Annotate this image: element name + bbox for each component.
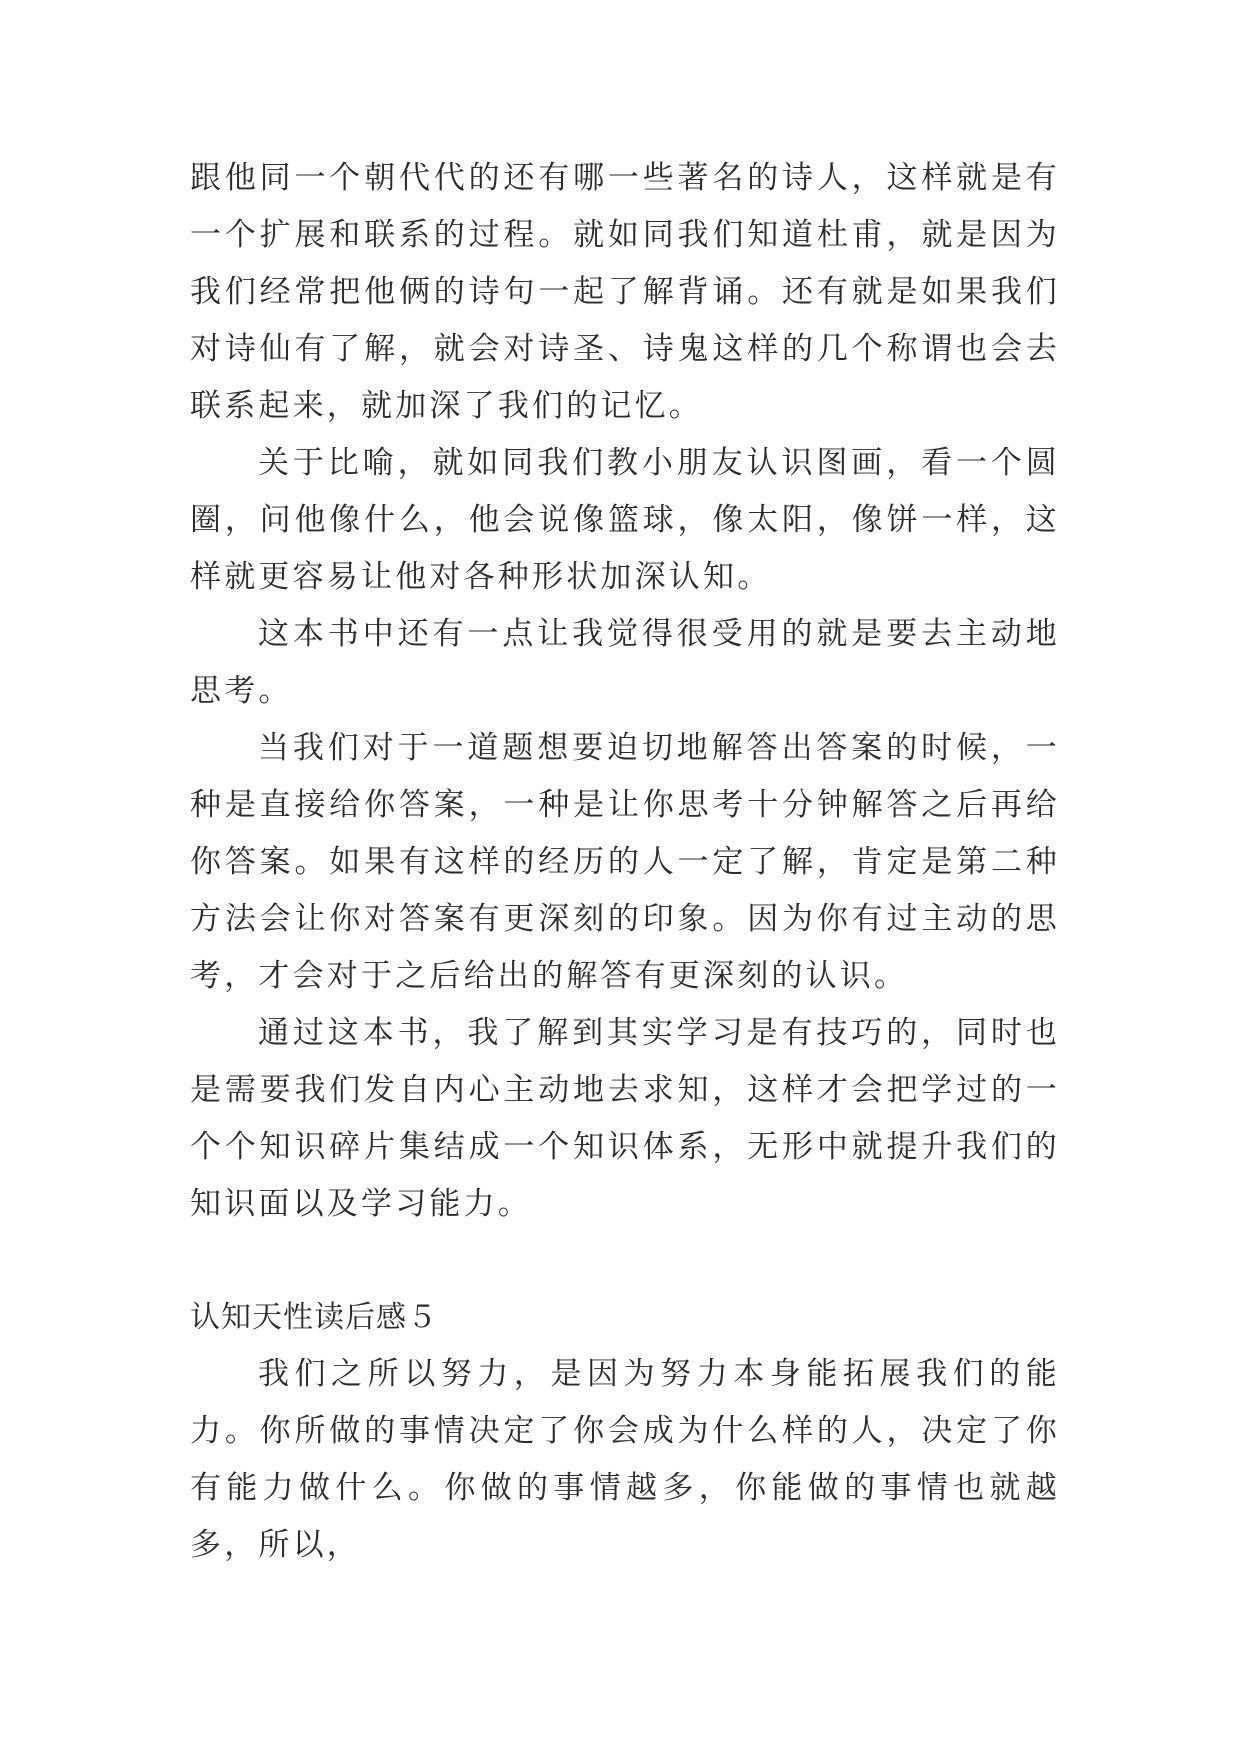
- paragraph-active-thinking: 这本书中还有一点让我觉得很受用的就是要去主动地思考。: [190, 616, 1060, 709]
- document-page: [190, 150, 1060, 1574]
- paragraph-conclusion: 通过这本书，我了解到其实学习是有技巧的，同时也是需要我们发自内心主动地去求知，这样才会把学过的一个个知识碎片集结成一个知识体系，无形中就提升我们的知识面以及学习能力。: [190, 1015, 1060, 1222]
- paragraph-metaphor: 关于比喻，就如同我们教小朋友认识图画，看一个圆圈，问他像什么，他会说像篮球，像太阳，像饼一样，这样就更容易让他对各种形状加深认知。: [190, 445, 1060, 595]
- paragraph-effort: 我们之所以努力，是因为努力本身能拓展我们的能力。你所做的事情决定了你会成为什么样的人，决定了你有能力做什么。你做的事情越多，你能做的事情也就越多，所以，: [190, 1356, 1060, 1563]
- paragraph-poets: 跟他同一个朝代代的还有哪一些著名的诗人，这样就是有一个扩展和联系的过程。就如同我们知道杜甫，就是因为我们经常把他俩的诗句一起了解背诵。还有就是如果我们对诗仙有了解，就会对诗圣、诗鬼这样的几个称谓也会去联系起来，就加深了我们的记忆。: [190, 160, 1060, 424]
- section-heading: 认知天性读后感５: [190, 1300, 438, 1335]
- paragraph-answer-example: 当我们对于一道题想要迫切地解答出答案的时候，一种是直接给你答案，一种是让你思考十分钟解答之后再给你答案。如果有这样的经历的人一定了解，肯定是第二种方法会让你对答案有更深刻的印象。因为你有过主动的思考，才会对于之后给出的解答有更深刻的认识。: [190, 730, 1060, 994]
